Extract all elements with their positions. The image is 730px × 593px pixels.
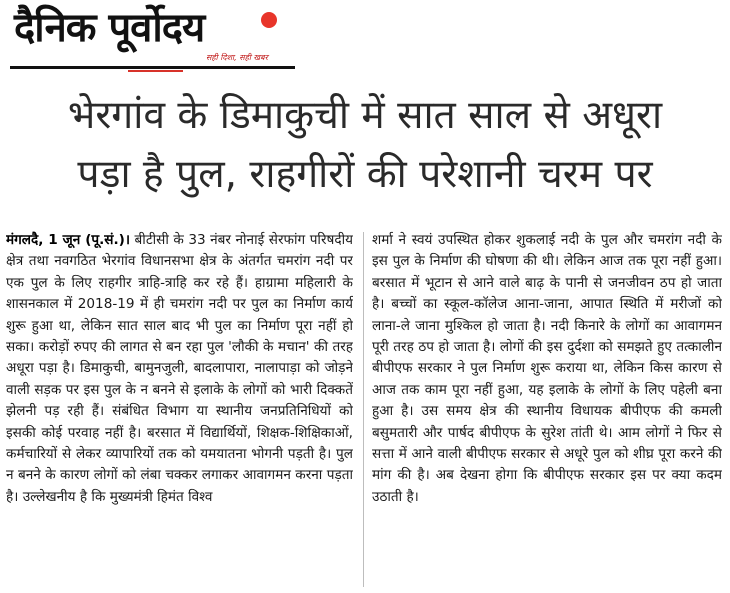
- newspaper-tagline: सही दिशा, सही खबर: [206, 53, 268, 62]
- article-body-right: शर्मा ने स्वयं उपस्थित होकर शुकलाई नदी के पुल और चमरांग नदी के इस पुल के निर्माण की घोषणा की थी। लेकिन आज तक पूरा नहीं हुआ। बरसात में भूटान से आने वाले बाढ़ के पानी से जनजीवन ठप हो जाता है। बच्चों का स्कूल-कॉलेज आना-जाना, आपात स्थिति में मरीजों को लाना-ले जाना मुश्किल हो जाता है। नदी किनारे के लोगों का आवागमन पूरी तरह ठप हो जाता है। लोगों की इस दुर्दशा को समझते हुए तत्कालीन बीपीएफ सरकार ने पुल निर्माण शुरू कराया था, लेकिन किस कारण से आज तक काम पूरा नहीं हुआ, यह इलाके के लोगों के लिए पहेली बना हुआ है। उस समय क्षेत्र की स्थानीय विधायक बीपीएफ की कमली बसुमतारी और पार्षद बीपीएफ के सुरेश तांती थे। आम लोगों ने फिर से सत्ता में आने वाली बीपीएफ सरकार से अधूरे पुल को शीघ्र पूरा करने की मांग की है। अब देखना होगा कि बीपीएफ सरकार इस पर क्या कदम उठाती है।: [372, 232, 722, 505]
- article-body-left: बीटीसी के 33 नंबर नोनाई सेरफांग परिषदीय क्षेत्र तथा नवगठित भेरगांव विधानसभा क्षेत्र के अंतर्गत चमरांग नदी पर एक पुल के लिए राहगीर त्राहि-त्राहि कर रहे हैं। हाग्रामा महिलारी के शासनकाल में 2018-19 में ही चमरांग नदी पर पुल का निर्माण कार्य शुरू हुआ था, लेकिन सात साल बाद भी पुल का निर्माण पूरा नहीं हो सका। करोड़ों रुपए की लागत से बन रहा पुल 'लौकी के मचान' की तरह अधूरा पड़ा है। डिमाकुची, बामुनजुली, बादलापारा, नालापाड़ा को जोड़ने वाली सड़क पर इस पुल के न बनने से इलाके के लोगों को भारी दिक्कतें झेलनी पड़ रही हैं। संबंधित विभाग या स्थानीय जनप्रतिनिधियों को इसकी कोई परवाह नहीं है। बरसात में विद्यार्थियों, शिक्षक-शिक्षिकाओं, कर्मचारियों से लेकर व्यापारियों तक को यमयातना भोगनी पड़ती है। पुल न बनने के कारण लोगों को लंबा चक्कर लगाकर आवागमन करना पड़ता है। उल्लेखनीय है कि मुख्यमंत्री हिमंत विश्व: [6, 232, 353, 505]
- headline-line-1: भेरगांव के डिमाकुची में सात साल से अधूरा: [67, 93, 663, 138]
- article-column-right: [372, 230, 722, 590]
- logo-red-dot-icon: [261, 12, 277, 28]
- newspaper-logo: दैनिक पूर्वोदय: [14, 5, 205, 51]
- masthead-red-rule: [128, 70, 183, 72]
- article-dateline: मंगलदै, 1 जून (पू.सं.)।: [6, 232, 131, 248]
- headline-line-2: पड़ा है पुल, राहगीरों की परेशानी चरम पर: [77, 152, 653, 197]
- masthead-rule: [10, 66, 295, 69]
- article-column-left: [6, 230, 353, 590]
- article-headline: [0, 86, 730, 204]
- masthead: [10, 4, 300, 74]
- column-divider: [363, 232, 364, 587]
